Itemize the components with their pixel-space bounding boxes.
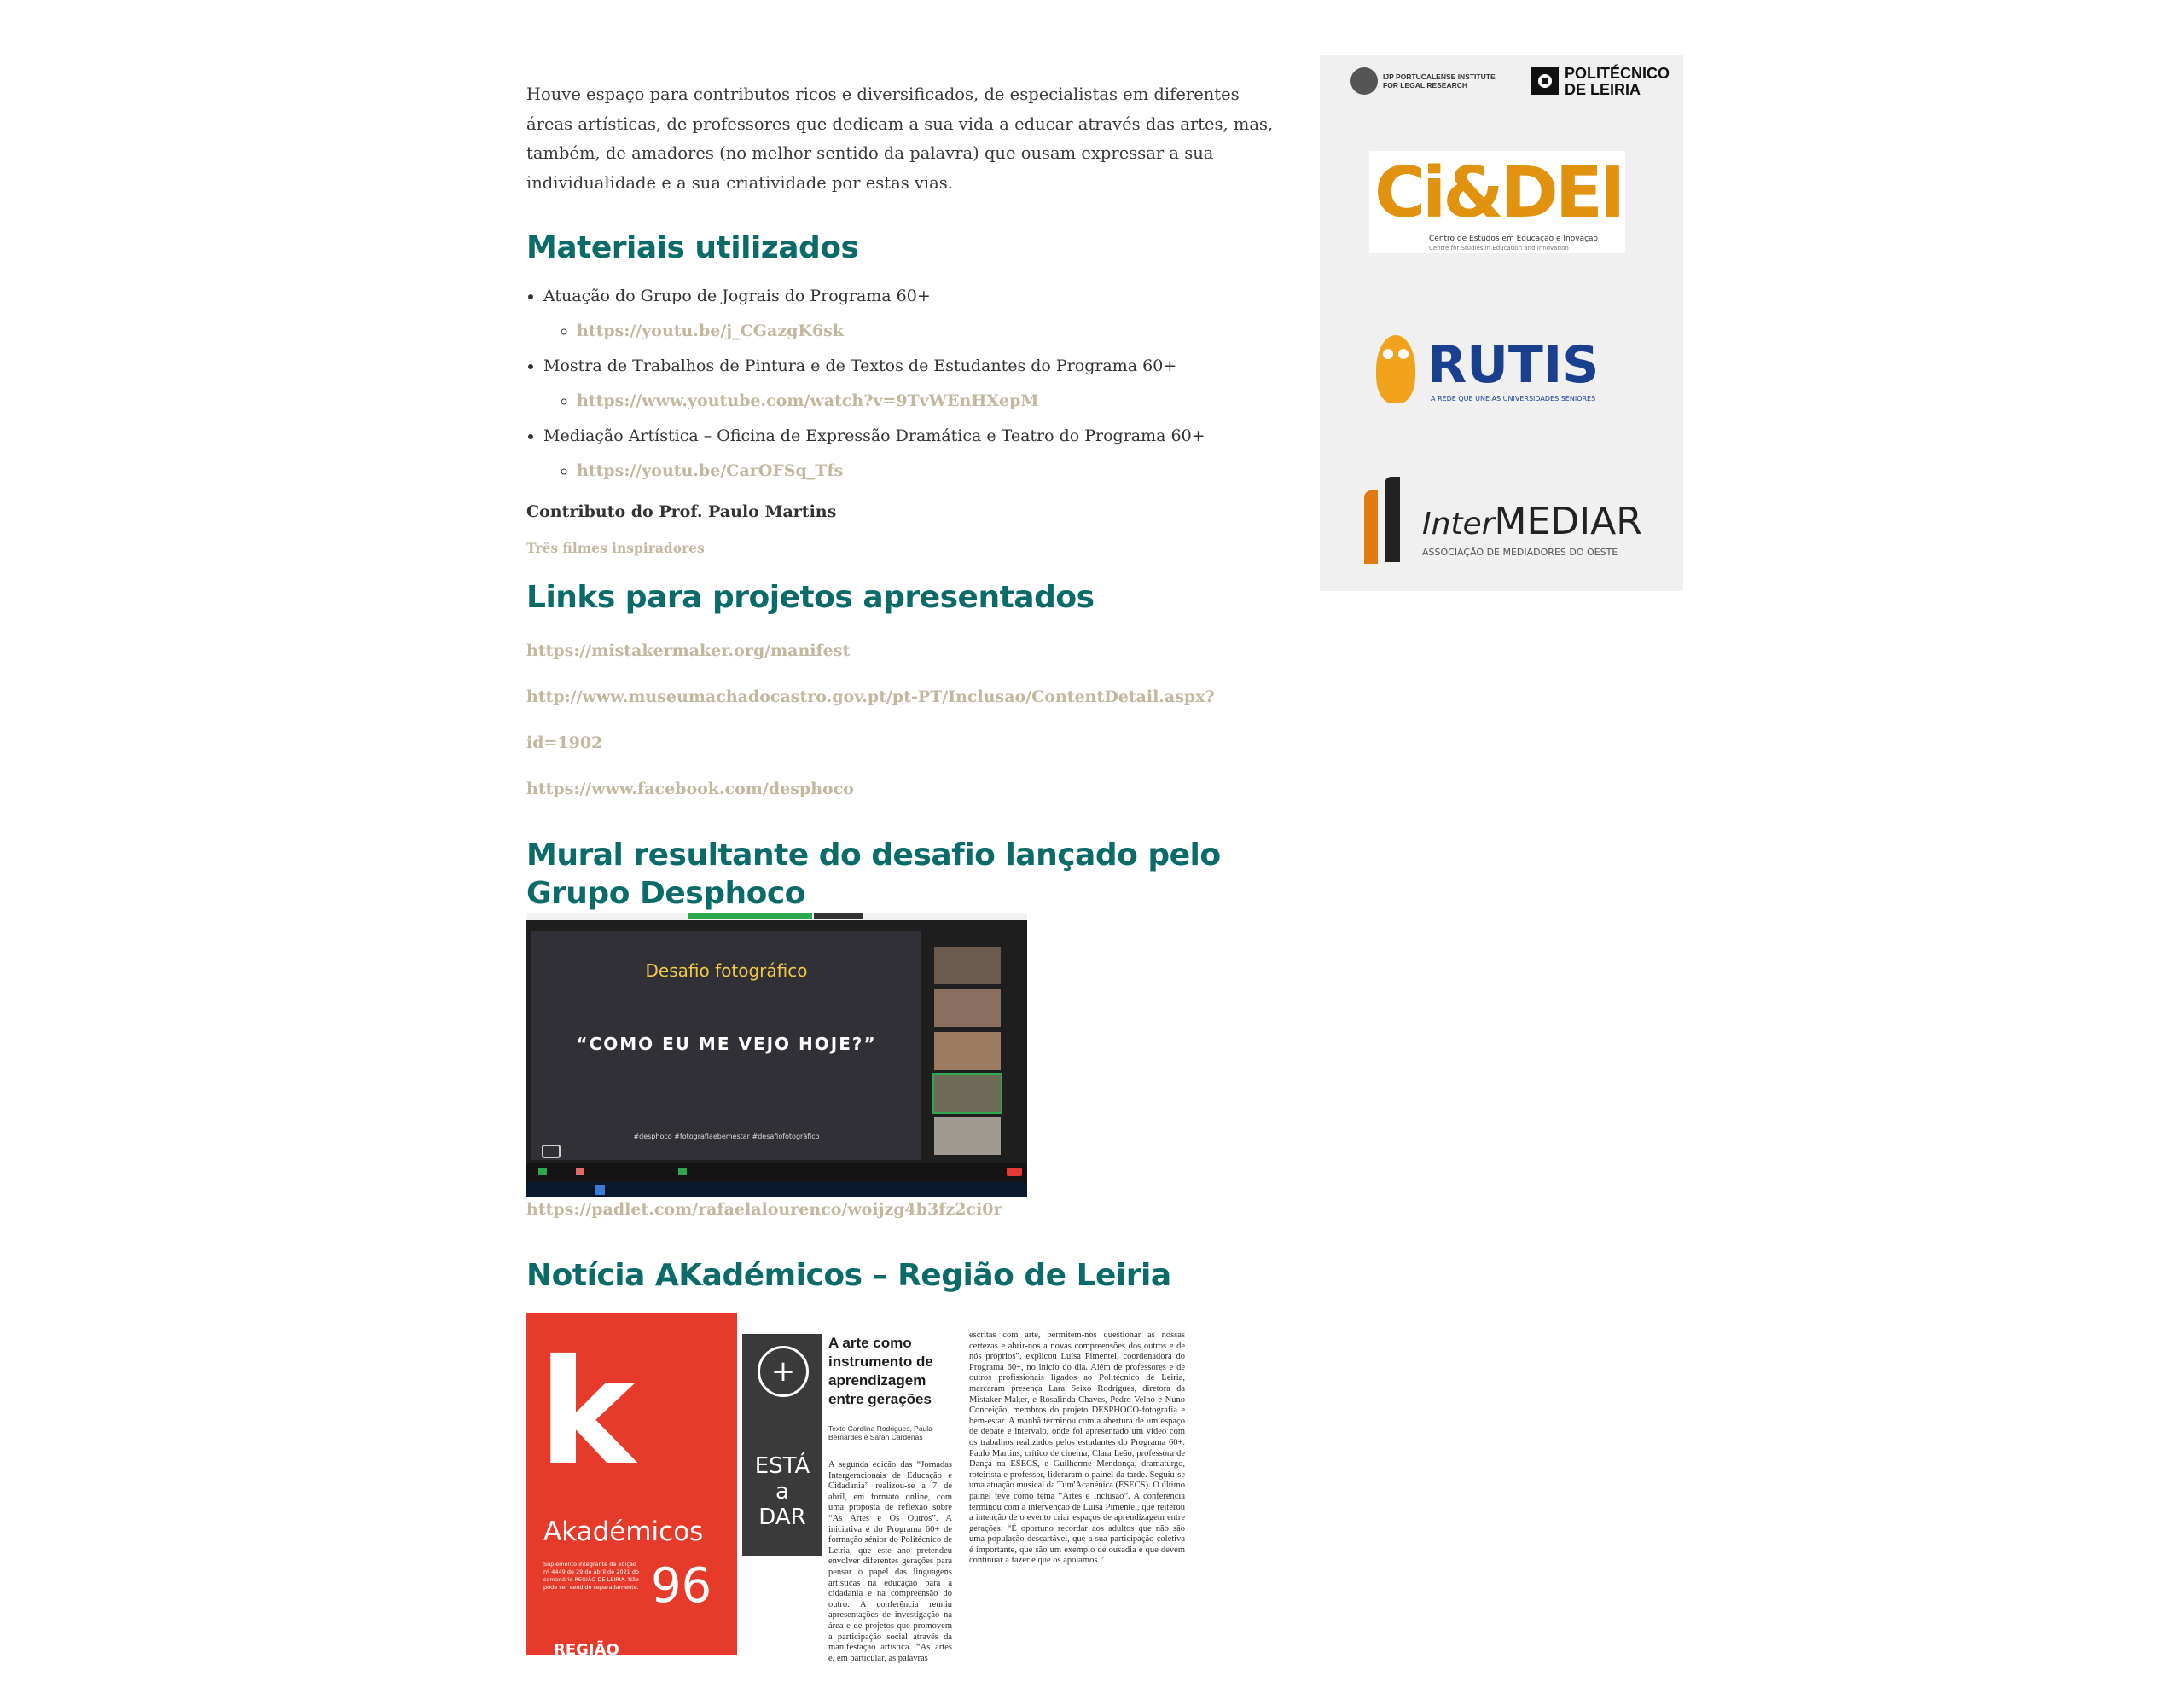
cut-off-text <box>526 51 1277 61</box>
cidei-subtitle-en: Centre for Studies in Education and Innovation <box>1429 245 1569 252</box>
news-heading: Notícia AKadémicos – Região de Leiria <box>526 1258 1171 1293</box>
participant-video <box>934 1117 1001 1155</box>
shared-slide <box>531 931 921 1160</box>
recording-bar <box>688 913 812 919</box>
mic-icon[interactable] <box>538 1168 547 1175</box>
slide-title: Desafio fotográfico <box>645 960 808 981</box>
padlet-link[interactable]: https://padlet.com/rafaelalourenco/woijzg4b3fz2ci0r <box>526 1200 1002 1219</box>
video-link[interactable]: https://www.youtube.com/watch?v=9TvWEnHXepM <box>577 391 1039 410</box>
taskbar-app-icon <box>595 1185 605 1195</box>
intro-paragraph: Houve espaço para contributos ricos e diversificados, de especialistas em diferentes áreas artísticas, de professores que dedicam a sua vida a educar através das artes, mas, também, de amadores (no melhor sentido da palavra) que ousam expressar a sua individualidade e a sua criatividade por estas vias. <box>526 84 1274 193</box>
participant-video <box>934 947 1001 984</box>
cidei-mark: Ci&DEI <box>1374 153 1623 234</box>
project-link-mistakermaker[interactable]: https://mistakermaker.org/manifest <box>526 641 851 660</box>
cidei-logo <box>1369 151 1625 253</box>
view-options <box>814 913 863 919</box>
issue-number: 96 <box>651 1558 712 1614</box>
projects-links <box>526 628 1277 812</box>
zoom-screenshot[interactable] <box>526 913 1027 1197</box>
list-subitem <box>577 384 1277 419</box>
share-screen-icon[interactable] <box>678 1168 687 1175</box>
akademicos-cover <box>526 1313 737 1659</box>
list-subitem <box>577 454 1277 489</box>
plus-circle-icon: + <box>758 1346 809 1397</box>
films-link[interactable]: Três filmes inspiradores <box>526 540 705 556</box>
taskbar <box>526 1182 1027 1197</box>
rutis-owl-icon <box>1376 335 1415 403</box>
section-banner <box>742 1334 822 1556</box>
regiao-word: REGIÃO <box>554 1641 619 1659</box>
ijp-logo-icon <box>1350 67 1378 95</box>
article-column-1: A segunda edição das “Jornadas Intergeracionais de Educação e Cidadania” realizou-se a 7 de abril, em formato online, com uma proposta de reflexão sobre “As Artes e Os Outros”. A iniciativa é do Programa 60+ de formação sénior do Politécnico de Leiria, que este ano pretendeu envolver diferentes gerações para pensar o papel das linguagens artísticas na educação para a cidadania e na compreensão do outro. A conferência reuniu apresentações de investigação na área e de projetos que promovem a participação social através da manifestação artística. “As artes e, em particular, as palavras <box>828 1460 952 1663</box>
projects-heading: Links para projetos apresentados <box>526 580 1095 615</box>
list-item <box>543 349 1277 419</box>
project-link-museu[interactable]: http://www.museumachadocastro.gov.pt/pt-PT/Inclusao/ContentDetail.aspx?id=1902 <box>526 687 1215 752</box>
intermediar-prefix: Inter <box>1422 507 1495 542</box>
intermediar-suffix: MEDIAR <box>1494 500 1642 543</box>
partner-logos-sidebar <box>1320 55 1683 591</box>
politecnico-line-1: POLITÉCNICO <box>1565 65 1670 82</box>
participant-gallery <box>934 947 1001 1162</box>
article-byline: Texto Carolina Rodrigues, Paula Bernardes e Sarah Cárdenas <box>828 1424 932 1441</box>
leave-button[interactable] <box>1007 1168 1022 1176</box>
intermediar-text <box>1422 499 1642 548</box>
materials-list <box>526 279 1277 489</box>
akademicos-logo-letter: k <box>538 1329 636 1498</box>
camera-icon <box>542 1145 561 1158</box>
contribution-label: Contributo do Prof. Paulo Martins <box>526 502 837 521</box>
materials-heading: Materiais utilizados <box>526 230 859 265</box>
project-link-facebook[interactable]: https://www.facebook.com/desphoco <box>526 780 854 798</box>
slide-tags: #desphoco #fotografiaebemestar #desafiofotográfico <box>633 1133 820 1140</box>
slide-question: “COMO EU ME VEJO HOJE?” <box>576 1034 877 1054</box>
list-item <box>543 279 1277 349</box>
article-content <box>526 51 1277 913</box>
list-item-text: Atuação do Grupo de Jograis do Programa 60+ <box>543 287 931 305</box>
article-column-2: escritas com arte, permitem-nos questionar as nossas certezas e abrir-nos a novas compreensões dos outros e de nós próprios”, explicou Luísa Pimentel, coordenadora do Programa 60+, no início do dia. Além de professores e de outros profissionais ligados ao Politécnico de Leiria, marcaram presença Lara Seixo Rodrigues, diretora da Mistaker Maker, e Rosalinda Chaves, Pedro Velho e Nuno Conceição, membros do projeto DESPHOCO-fotografia e bem-estar. A manhã terminou com a abertura de um espaço de debate e intervalo, onde foi apresentado um vídeo com os trabalhos realizados pelos estudantes do Programa 60+. Paulo Martins, crítico de cinema, Clara Leão, professora de Dança na ESECS, e Guilherme Mendonça, dramaturgo, roteirista e professor, lideraram o painel da tarde. Seguiu-se uma atuação musical da Tum'Acanénica (ESECS). O último painel teve como tema “Artes e Inclusão”. A conferência terminou com a intervenção de Luísa Pimentel, que reiterou a intenção de o evento criar espaços de aprendizagem entre gerações: “É oportuno recordar aos adultos que não são uma população descartável, que a sua participação coletiva é importante, que são um exemplo de ousadia e que devem continuar a fazer e que os apoiamos.” <box>969 1330 1185 1566</box>
video-link[interactable]: https://youtu.be/CarOFSq_Tfs <box>577 461 844 480</box>
newspaper-clipping <box>526 1313 1188 1663</box>
mural-heading: Mural resultante do desafio lançado pelo Grupo Desphoco <box>526 838 1221 911</box>
participant-video <box>934 1032 1001 1070</box>
politecnico-line-2: DE LEIRIA <box>1565 81 1641 98</box>
politecnico-logo-icon <box>1531 67 1559 95</box>
section-label: ESTÁ a DAR <box>754 1453 810 1530</box>
participant-video <box>934 1075 1001 1112</box>
participant-video <box>934 989 1001 1027</box>
video-link[interactable]: https://youtu.be/j_CGazgK6sk <box>577 322 844 340</box>
ijp-line-1: IJP PORTUCALENSE INSTITUTE <box>1383 72 1496 81</box>
list-item <box>543 419 1277 489</box>
article-title: A arte como instrumento de aprendizagem entre gerações <box>828 1335 933 1407</box>
ijp-logo-text <box>1383 72 1511 90</box>
cidei-subtitle: Centro de Estudos em Educação e Inovação <box>1429 235 1599 243</box>
list-subitem <box>577 314 1277 349</box>
list-item-text: Mediação Artística – Oficina de Expressão Dramática e Teatro do Programa 60+ <box>543 426 1205 445</box>
intermediar-tagline: ASSOCIAÇÃO DE MEDIADORES DO OESTE <box>1422 547 1618 558</box>
intermediar-symbol-icon <box>1364 473 1407 565</box>
akademicos-brand: Akadémicos <box>543 1516 704 1547</box>
politecnico-logo-text <box>1565 66 1670 98</box>
rutis-tagline: A REDE QUE UNE AS UNIVERSIDADES SENIORES <box>1431 395 1596 403</box>
zoom-toolbar[interactable] <box>526 1163 1027 1182</box>
video-icon[interactable] <box>576 1168 584 1175</box>
supplement-note: Suplemento integrante da edição nº 4449 de 29 de abril de 2021 do semanário REGIÃO DE LEIRIA. Não pode ser vendido separadamente. <box>543 1561 639 1591</box>
list-item-text: Mostra de Trabalhos de Pintura e de Textos de Estudantes do Programa 60+ <box>543 357 1177 375</box>
ijp-line-2: FOR LEGAL RESEARCH <box>1383 81 1468 90</box>
window-titlebar <box>526 913 1027 920</box>
rutis-text: RUTIS <box>1427 335 1600 395</box>
